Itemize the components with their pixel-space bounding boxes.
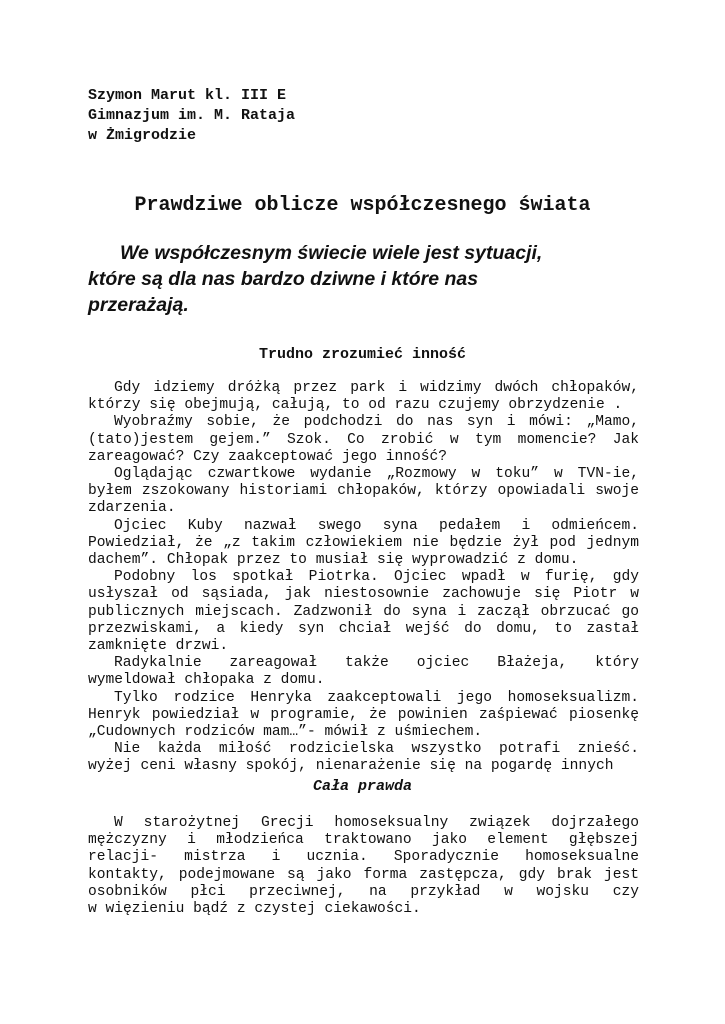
text-line: Ojciec Kuby nazwał swego syna pedałem i odmieńcem. (114, 517, 639, 534)
author-block (88, 86, 295, 146)
author-name: Szymon Marut kl. III E (88, 87, 287, 104)
section-heading-cala-prawda: Cała prawda (312, 778, 413, 795)
text-line: byłem zszokowany historiami chłopaków, którzy opowiadali swoje (88, 483, 639, 500)
text-line: zareagować? Czy zaakceptować jego inność? (88, 448, 448, 465)
text-line: W starożytnej Grecji homoseksualny związek dojrzałego (114, 815, 639, 831)
text-line: Wyobraźmy sobie, że podchodzi do nas syn i mówi: „Mamo, (114, 414, 639, 431)
text-line: Henryk powiedział w programie, że powinien zaśpiewać piosenkę (88, 706, 639, 723)
text-line: Nie każda miłość rodzicielska wszystko potrafi znieść. (114, 741, 639, 758)
text-line: mężczyzny i młodzieńca traktowano jako element głębszej (88, 832, 639, 849)
text-line: wymeldował chłopaka z domu. (88, 672, 325, 689)
document-title: Prawdziwe oblicze współczesnego świata (134, 194, 591, 217)
text-line: Gdy idziemy dróżką przez park i widzimy dwóch chłopaków, (114, 380, 639, 396)
text-line: Podobny los spotkał Piotrka. Ojciec wpadł w furię, gdy (114, 569, 639, 586)
text-line: Powiedział, że „z takim człowiekiem nie będzie żył pod jednym (88, 534, 639, 551)
text-line: (tato)jestem gejem.” Szok. Co zrobić w tym momencie? Jak (88, 431, 639, 448)
text-line: zamknięte drzwi. (88, 638, 229, 655)
text-line: przezwiskami, a kiedy syn chciał wejść do domu, to zastał (88, 620, 639, 637)
author-town: w Żmigrodzie (88, 127, 197, 144)
text-line: publicznych miejscach. Zadzwonił do syna i zaczął obrzucać go (88, 603, 639, 620)
lead-paragraph (88, 240, 648, 318)
text-line: którzy się obejmują, całują, to od razu czujemy obrzydzenie . (88, 397, 623, 414)
text-line: wyżej ceni własny spokój, nienarażenie się na pogardę innych (88, 758, 614, 775)
text-line: zdarzenia. (88, 500, 176, 517)
lead-line: We współczesnym świecie wiele jest sytuacji, (120, 242, 543, 264)
text-line: Tylko rodzice Henryka zaakceptowali jego homoseksualizm. (114, 689, 639, 706)
text-line: „Cudownych rodziców mam…”- mówił z uśmiechem. (88, 724, 483, 741)
section-body-inness (88, 380, 639, 776)
text-line: Radykalnie zareagował także ojciec Błażeja, który (114, 655, 639, 672)
section-body-cala-prawda (88, 815, 639, 918)
author-school: Gimnazjum im. M. Rataja (88, 107, 296, 124)
text-line: usłyszał od sąsiada, jak niestosownie zachowuje się Piotr w (88, 586, 639, 603)
text-line: osobników płci przeciwnej, na przykład w wojsku czy (88, 883, 639, 900)
lead-line: przerażają. (88, 294, 189, 316)
text-line: kontakty, podejmowane są jako forma zastępcza, gdy brak jest (88, 866, 639, 883)
text-line: dachem”. Chłopak przez to musiał się wyprowadzić z domu. (88, 552, 579, 569)
section-heading-inness: Trudno zrozumieć inność (258, 346, 467, 363)
text-line: relacji- mistrza i ucznia. Sporadycznie homoseksualne (88, 849, 639, 866)
lead-line: które są dla nas bardzo dziwne i które nas (88, 268, 479, 290)
text-line: Oglądając czwartkowe wydanie „Rozmowy w toku” w TVN-ie, (114, 466, 639, 483)
text-line: w więzieniu bądź z czystej ciekawości. (88, 901, 421, 918)
